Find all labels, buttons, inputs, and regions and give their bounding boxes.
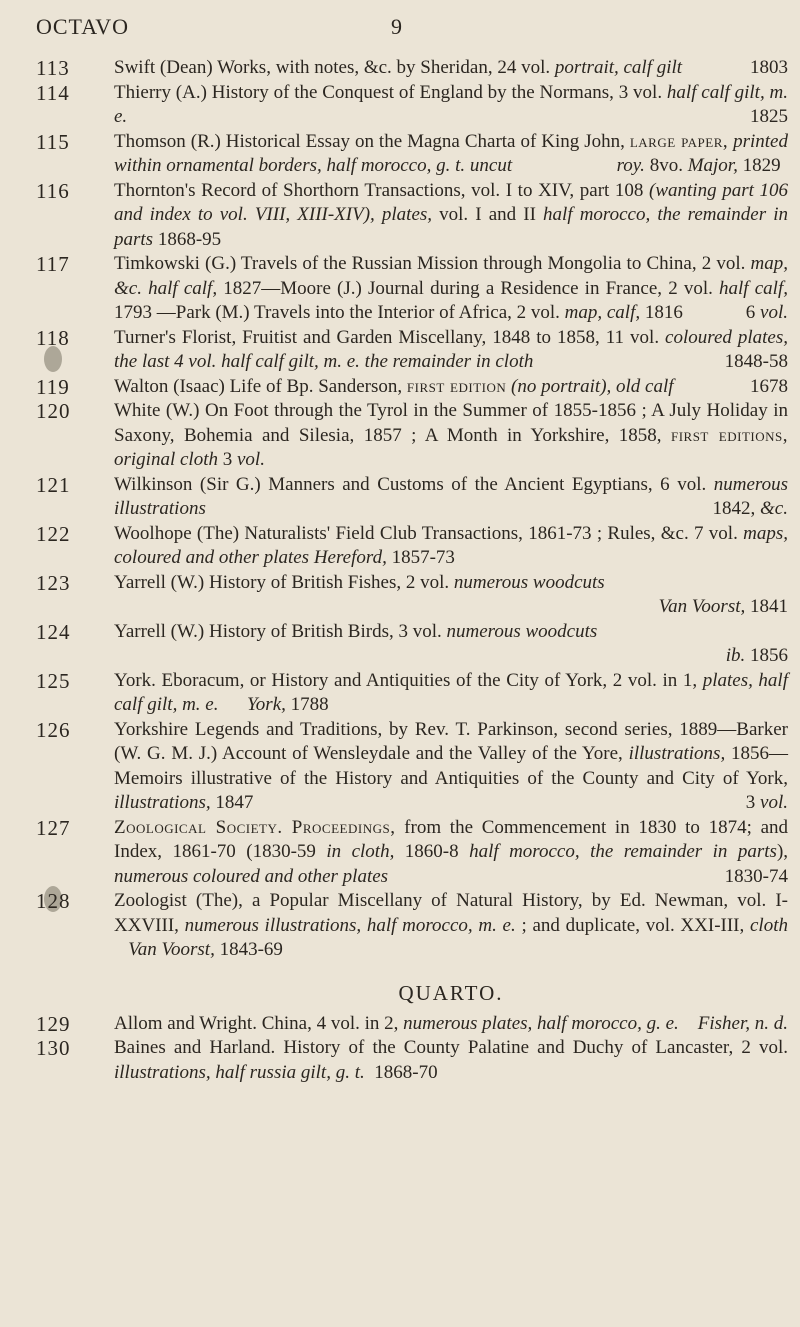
- header-section-title: OCTAVO: [36, 14, 130, 39]
- entry-description: Thomson (R.) Historical Essay on the Magna Charta of King John, large paper, printed within ornamental borders, half morocco, g. t. uncut roy. 8vo. Major, 1829: [114, 130, 788, 176]
- entry-description: Walton (Isaac) Life of Bp. Sanderson, first edition (no portrait), old calf 1678: [114, 375, 788, 397]
- lot-number: 122: [36, 521, 71, 546]
- lot-number: 113: [36, 56, 70, 80]
- entry-description: Thierry (A.) History of the Conquest of England by the Normans, 3 vol. half calf gilt, m. e. 1825: [114, 81, 788, 127]
- section-heading: QUARTO.: [398, 980, 504, 1005]
- entry-description: Timkowski (G.) Travels of the Russian Mission through Mongolia to China, 2 vol. map, &c. half calf, 1827—Moore (J.) Journal during a Residence in France, 2 vol. half calf, 1793 —Park (M.) Travels into the Interior of Africa, 2 vol. map, calf, 1816 6 vol.: [114, 253, 788, 323]
- catalogue-entry: [36, 1012, 788, 1037]
- catalogue-entry: [36, 179, 788, 253]
- lot-number: 130: [36, 1036, 71, 1060]
- lot-number: 121: [36, 472, 71, 497]
- entry-description: Swift (Dean) Works, with notes, &c. by Sheridan, 24 vol. portrait, calf gilt 1803: [114, 57, 788, 78]
- lot-number: 128: [36, 889, 71, 913]
- catalogue-entry: [36, 399, 788, 473]
- entry-description: Wilkinson (Sir G.) Manners and Customs of the Ancient Egyptians, 6 vol. numerous illustrations 1842, &c.: [114, 473, 788, 519]
- entry-description: Woolhope (The) Naturalists' Field Club Transactions, 1861-73 ; Rules, &c. 7 vol. maps, coloured and other plates Hereford, 1857-73: [114, 522, 788, 568]
- entry-description: Baines and Harland. History of the County Palatine and Duchy of Lancaster, 2 vol. illustrations, half russia gilt, g. t. 1868-70: [114, 1037, 788, 1083]
- catalogue-entry: [36, 1036, 788, 1085]
- catalogue-entry: [36, 81, 788, 130]
- lot-number: 124: [36, 619, 71, 644]
- catalogue-entry: [36, 252, 788, 326]
- entry-description: Thornton's Record of Shorthorn Transactions, vol. I to XIV, part 108 (wanting part 106 and index to vol. VIII, XIII-XIV), plates, vol. I and II half morocco, the remainder in parts 1868-95: [114, 179, 789, 250]
- catalogue-entry: [36, 889, 788, 963]
- entry-description: White (W.) On Foot through the Tyrol in the Summer of 1855-1856 ; A July Holiday in Saxony, Bohemia and Silesia, 1857 ; A Month in Yorkshire, 1858, first editions, original cloth 3 vol.: [114, 400, 788, 470]
- entry-description: Allom and Wright. China, 4 vol. in 2, numerous plates, half morocco, g. e. Fisher, n. d.: [114, 1012, 788, 1034]
- catalogue-entry: [36, 473, 788, 522]
- lot-number: 117: [36, 252, 70, 276]
- catalogue-entry: [36, 522, 788, 571]
- lot-number: 116: [36, 178, 70, 203]
- entry-description: Yarrell (W.) History of British Fishes, 2 vol. numerous woodcuts Van Voorst, 1841: [114, 571, 788, 617]
- catalogue-entry: [36, 620, 788, 669]
- page-number: 9: [391, 14, 403, 39]
- catalogue-entry: [36, 571, 788, 620]
- lot-number: 127: [36, 815, 71, 840]
- page-header: [36, 14, 764, 48]
- entry-description: Zoological Society. Proceedings, from the Commencement in 1830 to 1874; and Index, 1861-70 (1830-59 in cloth, 1860-8 half morocco, the remainder in parts), numerous coloured and other plates 1830-74: [114, 816, 789, 887]
- entry-description: Turner's Florist, Fruitist and Garden Miscellany, 1848 to 1858, 11 vol. coloured plates, the last 4 vol. half calf gilt, m. e. the remainder in cloth 1848-58: [114, 326, 788, 372]
- catalogue-entry: [36, 669, 788, 718]
- entry-description: Yorkshire Legends and Traditions, by Rev. T. Parkinson, second series, 1889—Barker (W. G. M. J.) Account of Wensleydale and the Valley of the Yore, illustrations, 1856—Memoirs illustrative of the History and Antiquities of the County and City of York, illustrations, 1847 3 vol.: [114, 718, 788, 813]
- lot-number: 115: [36, 129, 70, 154]
- lot-number: 123: [36, 570, 71, 595]
- entry-description: Yarrell (W.) History of British Birds, 3 vol. numerous woodcuts ib. 1856: [114, 620, 788, 666]
- catalogue-entry: [36, 816, 788, 890]
- lot-number: 114: [36, 80, 70, 105]
- lot-number: 120: [36, 399, 71, 423]
- catalogue-entries: [36, 56, 788, 1085]
- lot-number: 129: [36, 1011, 71, 1036]
- catalogue-entry: [36, 375, 788, 400]
- lot-number: 125: [36, 668, 71, 693]
- catalogue-entry: [36, 130, 788, 179]
- catalogue-entry: [36, 56, 788, 81]
- lot-number: 119: [36, 374, 70, 399]
- entry-description: York. Eboracum, or History and Antiquities of the City of York, 2 vol. in 1, plates, half calf gilt, m. e. York, 1788: [114, 669, 788, 715]
- entry-description: Zoologist (The), a Popular Miscellany of Natural History, by Ed. Newman, vol. I-XXVIII, numerous illustrations, half morocco, m. e. ; and duplicate, vol. XXI-III, cloth Van Voorst, 1843-69: [114, 890, 788, 960]
- catalogue-entry: [36, 718, 788, 816]
- lot-number: 118: [36, 325, 70, 350]
- lot-number: 126: [36, 717, 71, 742]
- catalogue-entry: [36, 326, 788, 375]
